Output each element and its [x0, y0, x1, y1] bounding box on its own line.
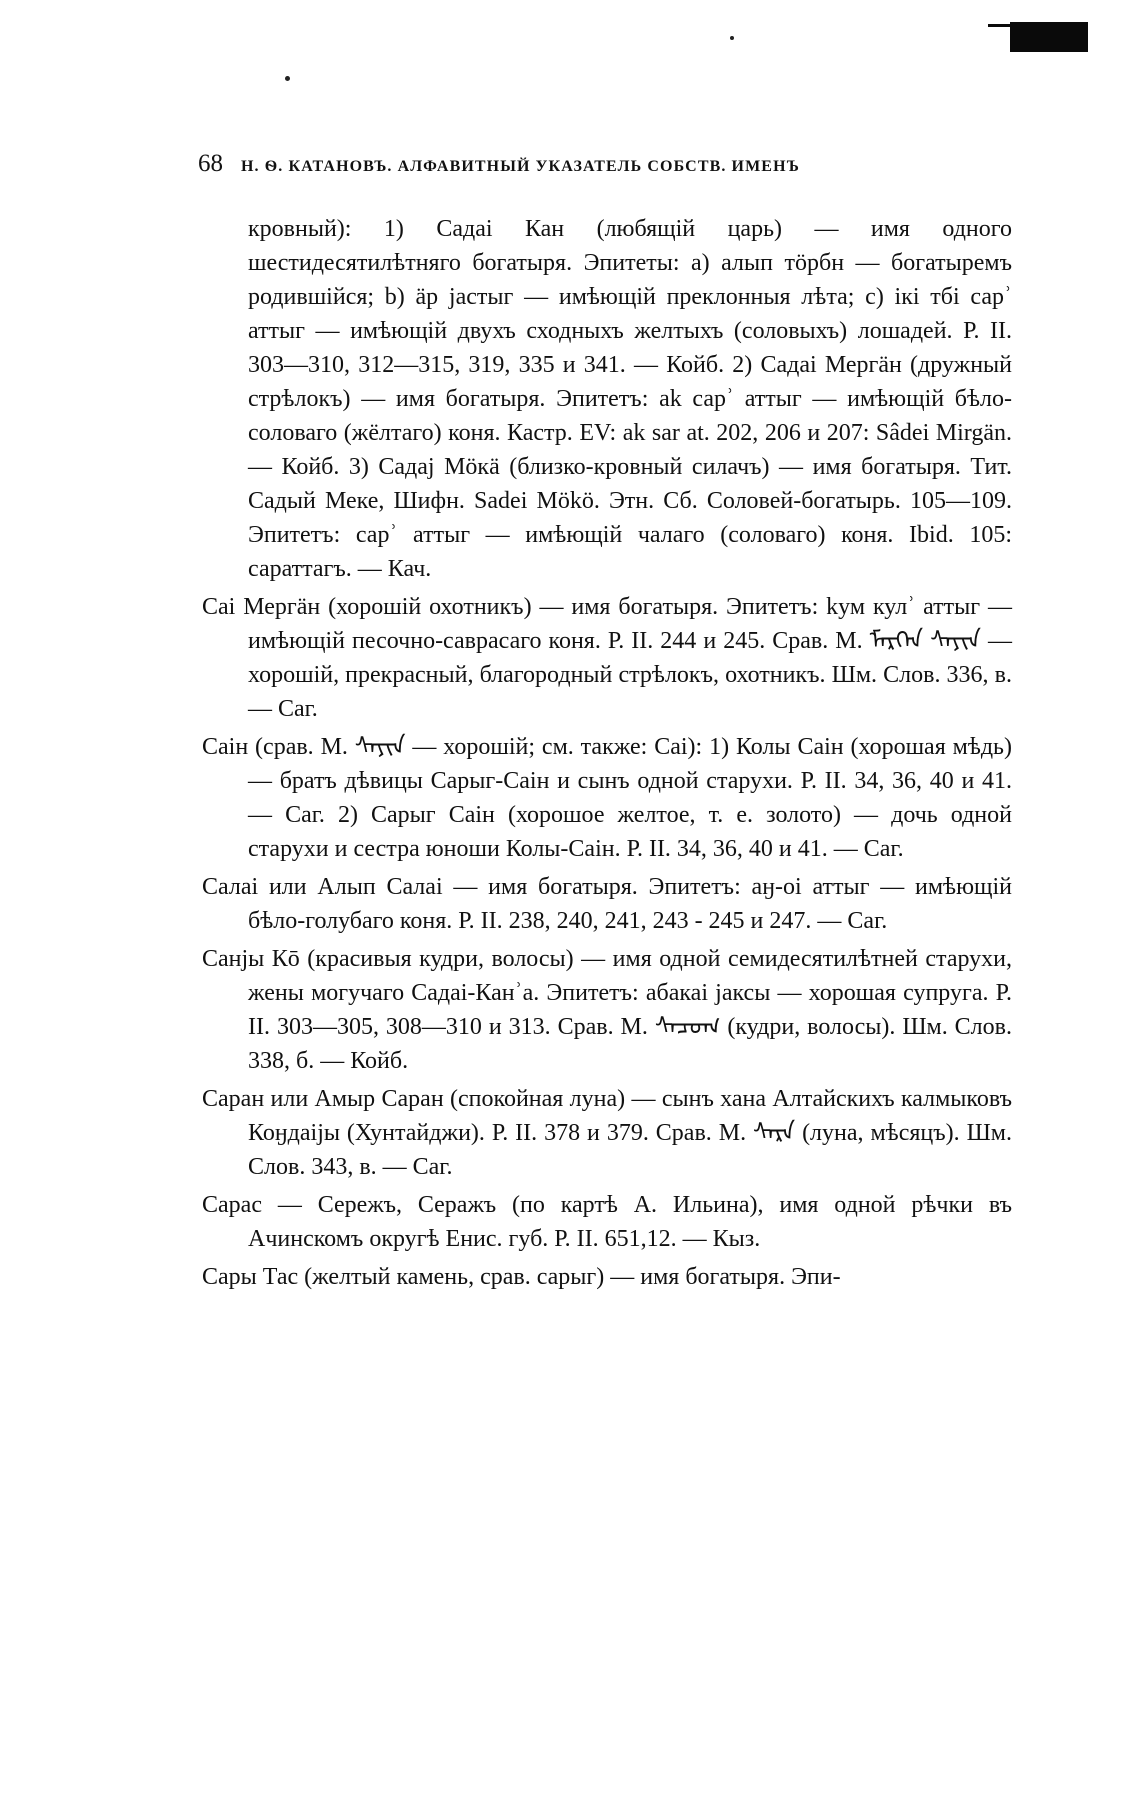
entry-sai-mergan: Саі Мергӓн (хорошій охотникъ) — имя богатыря. Эпитетъ: kум кулʾ аттыг — имѣющій песочно-саврасаго коня. Р. II. 244 и 245. Срав. М. ᠮᠡᠷᠭᠡᠨ ᠰᠠᠶᠢᠨ — хорошій, прекрасный, благородный стрѣлокъ, охотникъ. Шм. Слов. 336, в. — Саг. — [202, 594, 1012, 722]
entry-sain: Саін (срав. М. ᠰᠠᠶᠢᠨ — хорошій; см. также: Саі): 1) Колы Саін (хорошая мѣдь) — братъ дѣвицы Сарыг-Саін и сынъ одной старухи. Р. II. 34, 36, 40 и 41. — Саг. 2) Сарыг Саін (хорошое желтое, т. е. золото) — дочь одной старухи и сестра юноши Колы-Саін. Р. II. 34, 36, 40 и 41. — Саг. — [202, 734, 1012, 862]
entry-saras: Сарас — Сережъ, Серажъ (по картѣ А. Ильина), имя одной рѣчки въ Ачинскомъ округѣ Енис. губ. Р. II. 651,12. — Кыз. — [202, 1192, 1012, 1252]
dictionary-text — [202, 212, 1012, 1298]
entry-sary-tas: Сары Тас (желтый камень, срав. сарыг) — имя богатыря. Эпи- — [202, 1264, 841, 1290]
page-number: 68 — [198, 150, 223, 177]
scan-speck — [285, 76, 290, 81]
scan-speck — [730, 36, 734, 40]
running-title: Н. Ѳ. КАТАНОВЪ. АЛФАВИТНЫЙ УКАЗАТЕЛЬ СОБСТВ. ИМЕНЪ — [241, 158, 800, 175]
entry-saran: Саран или Амыр Саран (спокойная луна) — сынъ хана Алтайскихъ калмыковъ Коӈдаіјы (Хунтайджи). Р. II. 378 и 379. Срав. М. ᠰᠠᠷᠠ (луна, мѣсяцъ). Шм. Слов. 343, в. — Саг. — [202, 1086, 1012, 1180]
entry-salai: Салаі или Алып Салаі — имя богатыря. Эпитетъ: аӈ-оі аттыг — имѣющій бѣло-голубаго коня. Р. II. 238, 240, 241, 243 - 245 и 247. — Саг. — [202, 874, 1012, 934]
entry-continuation: кровный): 1) Садаі Кан (любящій царь) — имя одного шестидесятилѣтняго богатыря. Эпитеты: a) алып тӧрбн — богатыремъ родившійся; b) ӓр јастыг — имѣющій преклонныя лѣта; c) ікі тбі сарʾ аттыг — имѣющій двухъ сходныхъ желтыхъ (соловыхъ) лошадей. Р. II. 303—310, 312—315, 319, 335 и 341. — Койб. 2) Садаі Мергӓн (дружный стрѣлокъ) — имя богатыря. Эпитетъ: ak сарʾ аттыг — имѣющій бѣло-соловаго (жёлтаго) коня. Кастр. EV: ak sar at. 202, 206 и 207: Sâdei Mirgän. — Койб. 3) Садај Мӧкӓ (близко-кровный силачъ) — имя богатыря. Тит. Садый Меке, Шифн. Sadei Mökö. Этн. Сб. Соловей-богатырь. 105—109. Эпитетъ: сарʾ аттыг — имѣющій чалаго (соловаго) коня. Ibid. 105: сараттагъ. — Кач. — [248, 216, 1012, 582]
entry-sanjy-ko: Санјы Кō (красивыя кудри, волосы) — имя одной семидесятилѣтней старухи, жены могучаго Садаі-Канʾа. Эпитетъ: абакаі јаксы — хорошая супруга. Р. II. 303—305, 308—310 и 313. Срав. М. ᠰᠠᠴᠤᠬ (кудри, волосы). Шм. Слов. 338, б. — Койб. — [202, 946, 1012, 1074]
page-header — [198, 150, 958, 184]
scan-edge-mark — [1010, 22, 1088, 52]
